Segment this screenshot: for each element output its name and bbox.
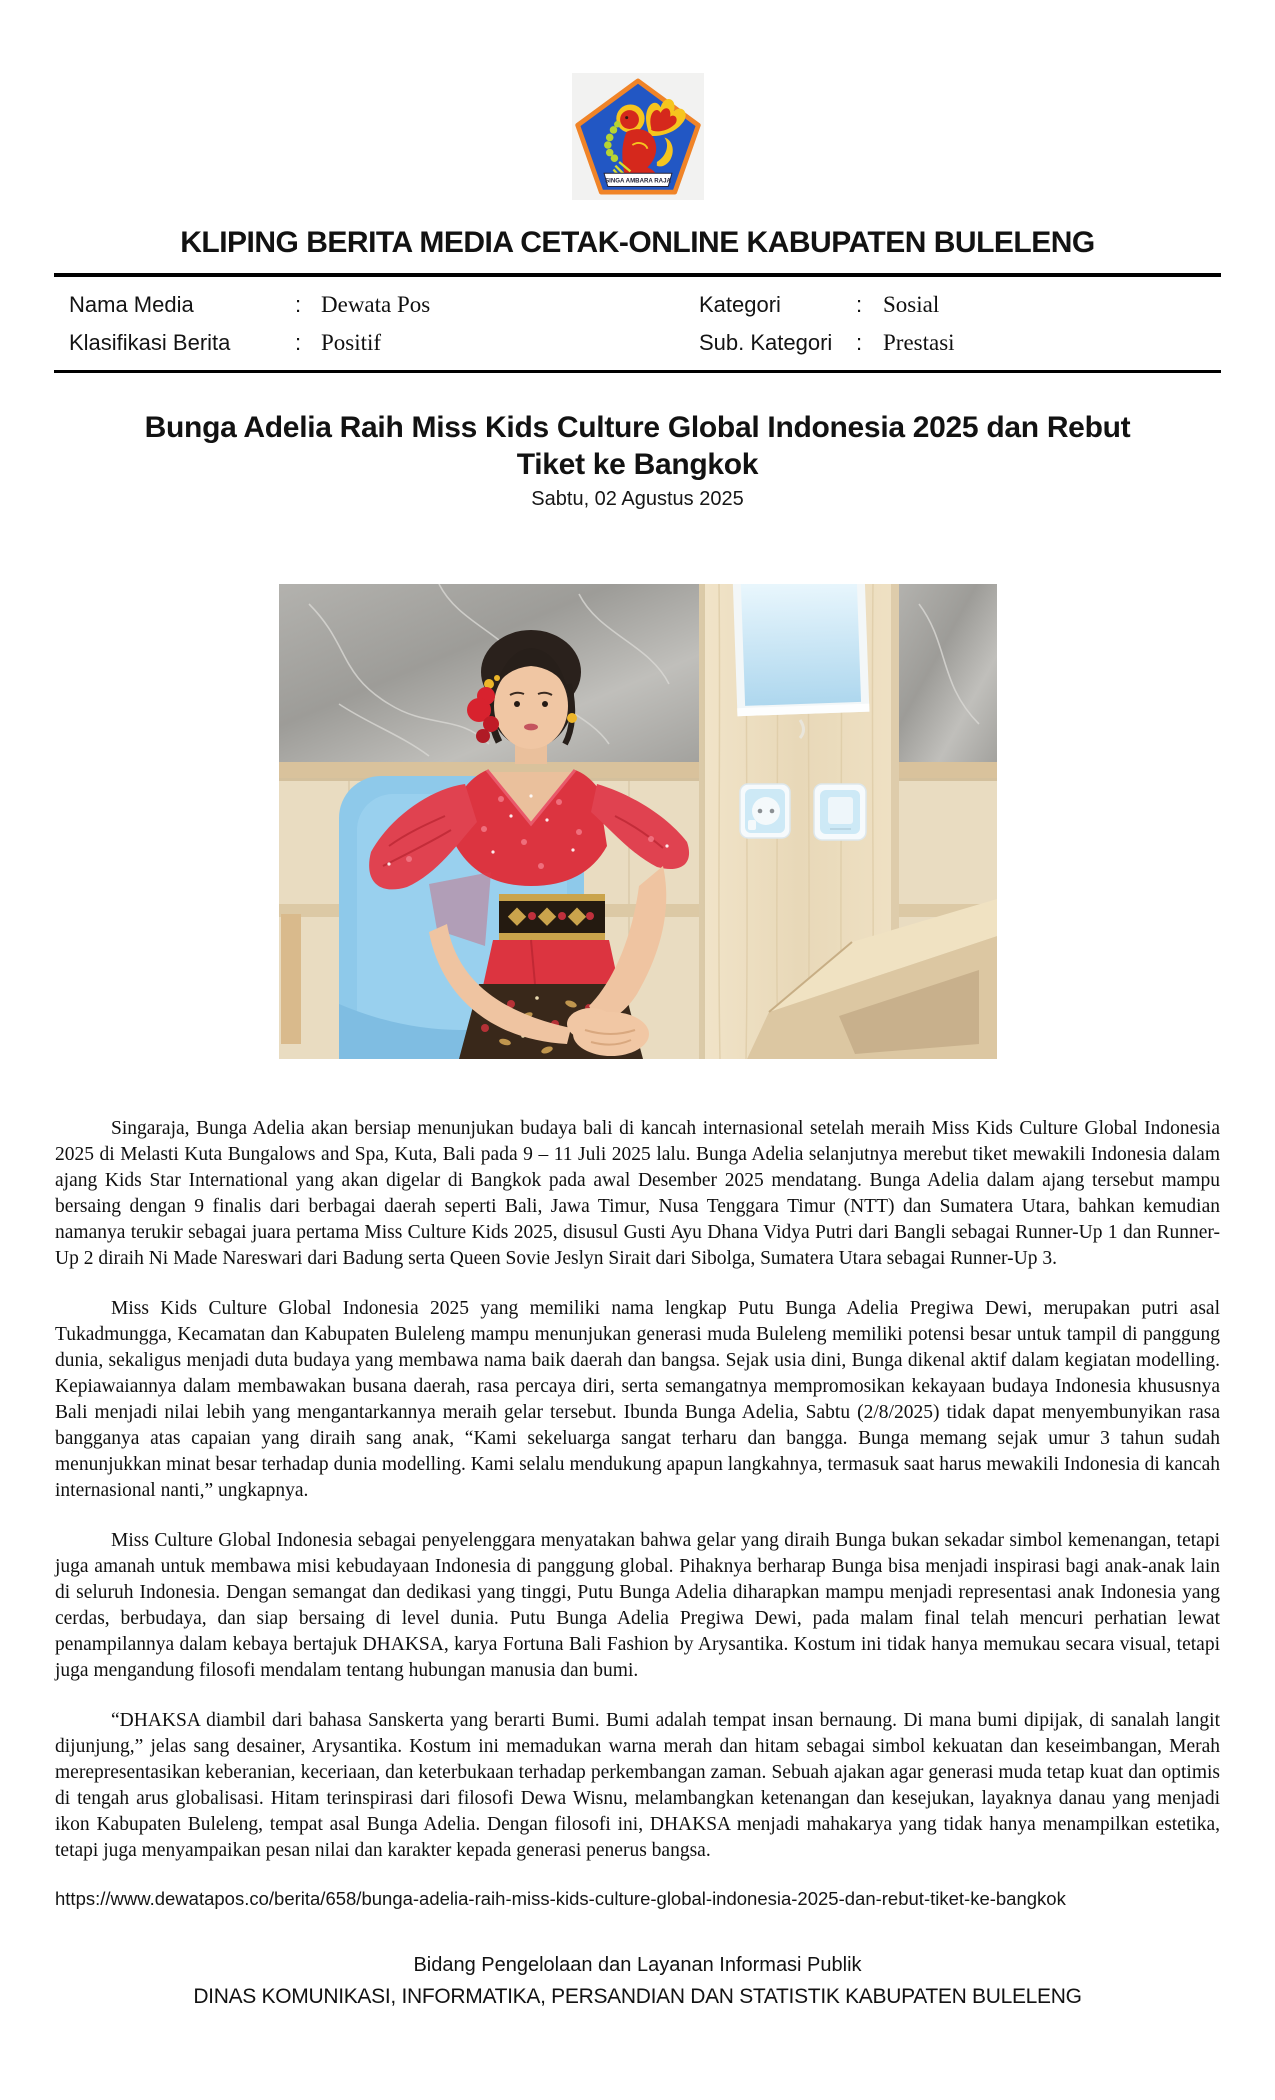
paragraph-2: Miss Kids Culture Global Indonesia 2025 yang memiliki nama lengkap Putu Bunga Adelia Pregiwa Dewi, merupakan putri asal Tukadmungga, Kecamatan dan Kabupaten Buleleng mampu menunjukan generasi muda Buleleng memiliki potensi besar untuk tampil di panggung dunia, sekaligus menjadi duta budaya yang membawa nama baik daerah dan bangsa. Sejak usia dini, Bunga dikenal aktif dalam kegiatan modelling. Kepiawaiannya dalam membawakan busana daerah, rasa percaya diri, serta semangatnya mempromosikan kekayaan budaya Indonesia khususnya Bali menjadi nilai lebih yang mengantarkannya meraih gelar tersebut. Ibunda Bunga Adelia, Sabtu (2/8/2025) tidak dapat menyembunyikan rasa bangganya atas capaian yang diraih sang anak, “Kami sekeluarga sangat terharu dan bangga. Bunga memang sejak umur 3 tahun sudah menunjukkan minat besar terhadap dunia modelling. Kami selalu mendukung apapun langkahnya, termasuk saat harus mewakili Indonesia di kancah internasional nanti,” ungkapnya. xyxy=(55,1298,1220,1501)
light-switch xyxy=(814,784,866,840)
gold-belt xyxy=(499,894,605,940)
meta-separator: : xyxy=(295,330,302,355)
clipping-header-title: KLIPING BERITA MEDIA CETAK-ONLINE KABUPATEN BULELENG xyxy=(180,226,1095,259)
window-panel xyxy=(732,584,869,716)
meta-value-klasifikasi: Positif xyxy=(321,330,382,355)
logo-container xyxy=(0,0,1275,200)
meta-label-klasifikasi: Klasifikasi Berita xyxy=(69,330,231,355)
footer-agency: DINAS KOMUNIKASI, INFORMATIKA, PERSANDIAN DAN STATISTIK KABUPATEN BULELENG xyxy=(193,1985,1082,2008)
meta-table xyxy=(54,273,1221,373)
footer-division: Bidang Pengelolaan dan Layanan Informasi Publik xyxy=(413,1954,862,1976)
meta-separator: : xyxy=(856,292,863,317)
article-title xyxy=(0,409,1275,483)
article-date: Sabtu, 02 Agustus 2025 xyxy=(531,488,744,510)
meta-value-kategori: Sosial xyxy=(883,292,940,317)
power-outlet xyxy=(740,784,790,838)
article-title-line-1: Bunga Adelia Raih Miss Kids Culture Global Indonesia 2025 dan Rebut xyxy=(144,411,1131,444)
paragraph-1: Singaraja, Bunga Adelia akan bersiap menunjukan budaya bali di kancah internasional setelah meraih Miss Kids Culture Global Indonesia 2025 di Melasti Kuta Bungalows and Spa, Kuta, Bali pada 9 – 11 Juli 2025 lalu. Bunga Adelia selanjutnya merebut tiket mewakili Indonesia dalam ajang Kids Star International yang akan digelar di Bangkok pada awal Desember 2025 mendatang. Bunga Adelia dalam ajang tersebut mampu bersaing dengan 9 finalis dari berbagai daerah seperti Bali, Jawa Timur, Nusa Tenggara Timur (NTT) dan Sumatera Utara, bahkan kemudian namanya terukir sebagai juara pertama Miss Culture Kids 2025, disusul Gusti Ayu Dhana Vidya Putri dari Bangli sebagai Runner-Up 1 dan Runner-Up 2 diraih Ni Made Nareswari dari Badung serta Queen Sovie Jeslyn Sirait dari Sibolga, Sumatera Utara sebagai Runner-Up 3. xyxy=(55,1118,1220,1269)
article-body xyxy=(55,1116,1220,1864)
article-title-line-2: Tiket ke Bangkok xyxy=(516,448,759,481)
meta-value-nama-media: Dewata Pos xyxy=(321,292,431,317)
paragraph-3: Miss Culture Global Indonesia sebagai penyelenggara menyatakan bahwa gelar yang diraih Bunga bukan sekadar simbol kemenangan, tetapi juga amanah untuk membawa misi kebudayaan Indonesia di panggung global. Pihaknya berharap Bunga bisa menjadi inspirasi bagi anak-anak lain di seluruh Indonesia. Dengan semangat dan dedikasi yang tinggi, Putu Bunga Adelia diharapkan mampu menjadi representasi anak Indonesia yang cerdas, berbudaya, dan siap bersaing di level dunia. Putu Bunga Adelia Pregiwa Dewi, pada malam final telah mencuri perhatian lewat penampilannya dalam kebaya bertajuk DHAKSA, karya Fortuna Bali Fashion by Arysantika. Kostum ini tidak hanya memukau secara visual, tetapi juga mengandung filosofi mendalam tentang hubungan manusia dan bumi. xyxy=(55,1530,1220,1681)
paragraph-4: “DHAKSA diambil dari bahasa Sanskerta yang berarti Bumi. Bumi adalah tempat insan bernaung. Di mana bumi dipijak, di sanalah langit dijunjung,” jelas sang desainer, Arysantika. Kostum ini memadukan warna merah dan hitam sebagai simbol kekuatan dan keseimbangan, Merah merepresentasikan keberanian, keceriaan, dan keterbukaan terhadap perkembangan zaman. Sebuah ajakan agar generasi muda tetap kuat dan optimis di tengah arus globalisasi. Hitam terinspirasi dari filosofi Dewa Wisnu, melambangkan ketenangan dan kesejukan, layaknya danau yang menjadi ikon Kabupaten Buleleng, tempat asal Bunga Adelia. Dengan filosofi ini, DHAKSA menjadi mahakarya yang tidak hanya menampilkan estetika, tetapi juga menyampaikan pesan nilai dan karakter kepada generasi penerus bangsa. xyxy=(55,1710,1220,1861)
source-url: https://www.dewatapos.co/berita/658/bunga-adelia-raih-miss-kids-culture-global-indonesia-2025-dan-rebut-tiket-ke-bangkok xyxy=(55,1888,1066,1909)
meta-value-sub-kategori: Prestasi xyxy=(883,330,955,355)
buleleng-emblem-icon xyxy=(572,73,704,200)
emblem-banner-text: SINGA AMBARA RAJA xyxy=(604,177,671,185)
meta-label-sub-kategori: Sub. Kategori xyxy=(699,330,833,355)
article-photo xyxy=(279,584,997,1059)
meta-separator: : xyxy=(295,292,302,317)
meta-row-1 xyxy=(54,286,1221,324)
meta-label-kategori: Kategori xyxy=(699,292,781,317)
meta-separator: : xyxy=(856,330,863,355)
meta-label-nama-media: Nama Media xyxy=(69,292,194,317)
page-footer xyxy=(0,1954,1275,2009)
meta-row-2 xyxy=(54,324,1221,362)
